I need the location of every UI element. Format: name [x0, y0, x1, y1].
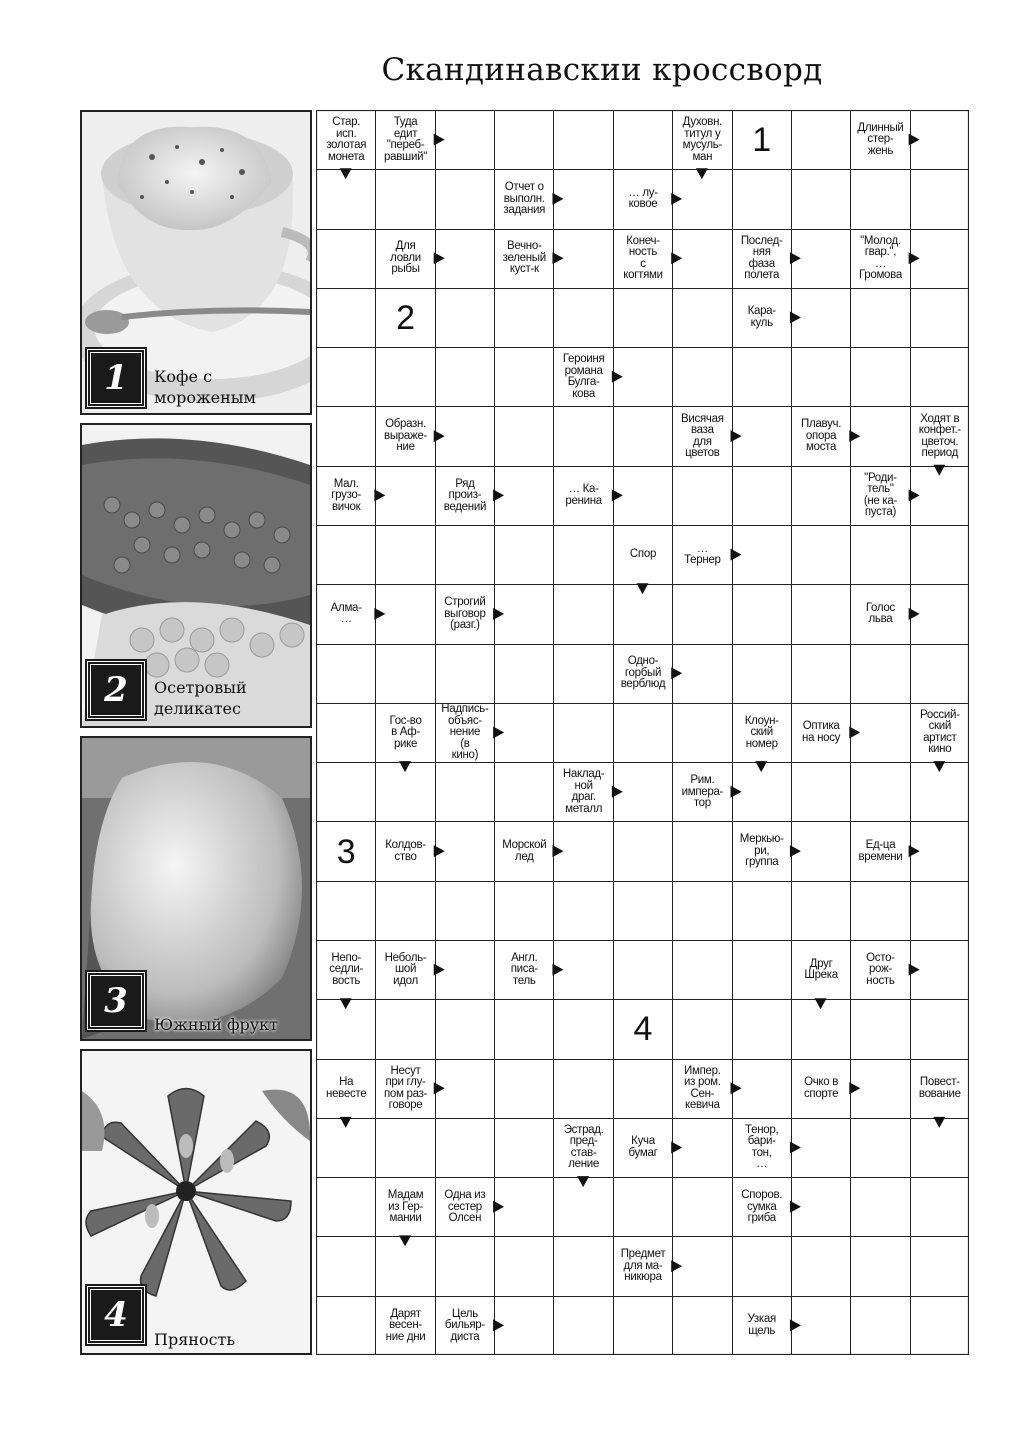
clue-cell: Надпись- объяс- нение (в кино) [441, 703, 489, 762]
answer-cell[interactable] [495, 1000, 553, 1058]
answer-cell[interactable] [614, 467, 672, 525]
answer-cell[interactable] [792, 1237, 850, 1295]
clue-cell: Тенор, бари- тон, … [745, 1123, 779, 1171]
clue-cell: Вечно- зеленый куст-к [502, 240, 546, 276]
answer-cell[interactable] [851, 289, 909, 347]
answer-cell[interactable] [554, 111, 612, 169]
answer-cell[interactable] [436, 941, 494, 999]
clue-cell: Эстрад. пред- став- ление [563, 1123, 604, 1171]
answer-cell[interactable] [851, 1297, 909, 1355]
answer-cell[interactable] [554, 1237, 612, 1295]
answer-cell[interactable] [436, 1119, 494, 1177]
answer-cell[interactable] [911, 1000, 969, 1058]
photo-reference-number: 4 [633, 1010, 653, 1049]
answer-cell[interactable] [554, 289, 612, 347]
clue-cell: Туда едит "переб- равший" [384, 116, 428, 163]
answer-cell[interactable] [495, 645, 553, 703]
answer-cell[interactable] [614, 1060, 672, 1118]
answer-cell[interactable] [673, 1297, 731, 1355]
answer-cell[interactable] [733, 941, 791, 999]
answer-cell[interactable] [733, 407, 791, 465]
answer-cell[interactable] [554, 645, 612, 703]
answer-cell[interactable] [911, 1297, 969, 1355]
clue-cell: Оптика на носу [802, 720, 841, 744]
answer-cell[interactable] [851, 1178, 909, 1236]
answer-cell[interactable] [733, 882, 791, 940]
clue-cell: Морской лед [502, 839, 547, 863]
clue-cell: Неболь- шой идол [384, 951, 427, 987]
answer-cell[interactable] [851, 763, 909, 821]
answer-cell[interactable] [614, 763, 672, 821]
answer-cell[interactable] [733, 1060, 791, 1118]
answer-cell[interactable] [317, 170, 375, 228]
clue-cell: Послед- няя фаза полета [740, 234, 783, 282]
answer-cell[interactable] [376, 170, 434, 228]
photo-number-badge: 3 [87, 972, 145, 1030]
clue-cell: Осто- рож- ность [866, 951, 895, 987]
answer-cell[interactable] [317, 763, 375, 821]
clue-cell: Повест- вование [918, 1076, 961, 1100]
clue-cell: Гос-во в Аф- рике [389, 714, 422, 750]
answer-cell[interactable] [376, 882, 434, 940]
answer-cell[interactable] [554, 1000, 612, 1058]
answer-cell[interactable] [554, 170, 612, 228]
answer-cell[interactable] [614, 348, 672, 406]
answer-cell[interactable] [911, 1119, 969, 1177]
clue-cell: Куча бумаг [628, 1135, 658, 1159]
clue-cell: Друг Шрека [804, 957, 838, 982]
answer-cell[interactable] [554, 526, 612, 584]
answer-cell[interactable] [792, 467, 850, 525]
answer-cell[interactable] [614, 1178, 672, 1236]
answer-cell[interactable] [376, 348, 434, 406]
answer-cell[interactable] [495, 1297, 553, 1355]
answer-cell[interactable] [495, 1178, 553, 1236]
clue-cell: Колдов- ство [385, 839, 426, 863]
answer-cell[interactable] [911, 467, 969, 525]
clue-cell: Для ловли рыбы [390, 240, 421, 276]
answer-cell[interactable] [673, 467, 731, 525]
answer-cell[interactable] [436, 289, 494, 347]
answer-cell[interactable] [317, 230, 375, 288]
answer-cell[interactable] [911, 822, 969, 880]
answer-cell[interactable] [673, 170, 731, 228]
answer-cell[interactable] [792, 1178, 850, 1236]
clue-cell: Одно- горбый верблюд [620, 655, 666, 691]
answer-cell[interactable] [436, 407, 494, 465]
answer-cell[interactable] [792, 111, 850, 169]
answer-cell[interactable] [673, 645, 731, 703]
photo-caption: Южный фрукт [154, 1015, 278, 1034]
answer-cell[interactable] [911, 230, 969, 288]
answer-cell[interactable] [733, 763, 791, 821]
answer-cell[interactable] [554, 1178, 612, 1236]
answer-cell[interactable] [436, 348, 494, 406]
answer-cell[interactable] [911, 1178, 969, 1236]
clue-cell: Мал. грузо- вичок [331, 477, 362, 513]
answer-cell[interactable] [851, 348, 909, 406]
photo-panel-3 [80, 736, 312, 1041]
answer-cell[interactable] [733, 1000, 791, 1058]
clue-cell: Героиня романа Булга- кова [562, 353, 605, 400]
answer-cell[interactable] [376, 1119, 434, 1177]
answer-cell[interactable] [436, 882, 494, 940]
photo-panel-1 [80, 110, 312, 415]
clue-cell: Предмет для ма- никюра [620, 1248, 666, 1284]
answer-cell[interactable] [554, 407, 612, 465]
answer-cell[interactable] [911, 289, 969, 347]
answer-cell[interactable] [673, 1000, 731, 1058]
answer-cell[interactable] [436, 1060, 494, 1118]
clue-cell: Духовн. титул у мусуль- ман [682, 116, 723, 163]
answer-cell[interactable] [436, 1000, 494, 1058]
answer-cell[interactable] [436, 170, 494, 228]
answer-cell[interactable] [317, 348, 375, 406]
answer-cell[interactable] [851, 1060, 909, 1118]
clue-cell: Алма- … [330, 601, 362, 626]
answer-cell[interactable] [554, 1060, 612, 1118]
answer-cell[interactable] [911, 348, 969, 406]
clue-cell: Строгий выговор (разг.) [444, 596, 486, 632]
clue-cell: Россий- ский артист кино [919, 708, 960, 756]
answer-cell[interactable] [554, 230, 612, 288]
answer-cell[interactable] [792, 289, 850, 347]
answer-cell[interactable] [317, 1297, 375, 1355]
clue-cell: Спор [629, 548, 657, 561]
answer-cell[interactable] [851, 1000, 909, 1058]
answer-cell[interactable] [376, 1237, 434, 1295]
clue-cell: Ед-ца времени [858, 839, 903, 863]
answer-cell[interactable] [495, 348, 553, 406]
answer-cell[interactable] [495, 407, 553, 465]
photo-reference-number: 2 [396, 298, 415, 337]
answer-cell[interactable] [911, 941, 969, 999]
clue-cell: Отчет о выполн. задания [503, 181, 546, 217]
answer-cell[interactable] [851, 170, 909, 228]
answer-cell[interactable] [495, 704, 553, 762]
clue-cell: Образн. выраже- ние [384, 418, 428, 454]
answer-cell[interactable] [792, 585, 850, 643]
clue-cell: Стар. исп. золотая монета [326, 116, 367, 163]
answer-cell[interactable] [495, 1119, 553, 1177]
clue-cell: Несут при глу- пом раз- говоре [383, 1064, 428, 1112]
answer-cell[interactable] [317, 1237, 375, 1295]
answer-cell[interactable] [614, 407, 672, 465]
answer-cell[interactable] [792, 763, 850, 821]
clue-cell: Цель бильяр- диста [444, 1307, 485, 1343]
answer-cell[interactable] [376, 585, 434, 643]
answer-cell[interactable] [851, 1237, 909, 1295]
clue-cell: Длинный стер- жень [857, 121, 904, 157]
answer-cell[interactable] [317, 1119, 375, 1177]
answer-cell[interactable] [733, 585, 791, 643]
clue-cell: Ходят в конфет.- цветоч. период [918, 412, 961, 460]
answer-cell[interactable] [495, 1060, 553, 1118]
answer-cell[interactable] [495, 289, 553, 347]
clue-cell: Ряд произ- ведений [443, 477, 487, 513]
clue-cell: Импер. из ром. Сен- кевича [684, 1064, 721, 1112]
answer-cell[interactable] [673, 941, 731, 999]
answer-cell[interactable] [673, 704, 731, 762]
clue-cell: Меркью- ри, группа [739, 833, 784, 869]
clue-cell: Одна из сестер Олсен [444, 1189, 486, 1225]
answer-cell[interactable] [911, 645, 969, 703]
page-title: Скандинавскии кроссворд [381, 52, 823, 88]
answer-cell[interactable] [733, 348, 791, 406]
answer-cell[interactable] [614, 111, 672, 169]
answer-cell[interactable] [851, 645, 909, 703]
answer-cell[interactable] [911, 111, 969, 169]
answer-cell[interactable] [317, 1178, 375, 1236]
answer-cell[interactable] [495, 1237, 553, 1295]
answer-cell[interactable] [792, 526, 850, 584]
answer-cell[interactable] [851, 704, 909, 762]
clue-cell: Споров. сумка гриба [741, 1189, 783, 1225]
answer-cell[interactable] [733, 645, 791, 703]
answer-cell[interactable] [436, 526, 494, 584]
photo-number-badge: 1 [87, 349, 145, 407]
answer-cell[interactable] [911, 882, 969, 940]
answer-cell[interactable] [851, 407, 909, 465]
answer-cell[interactable] [436, 645, 494, 703]
answer-cell[interactable] [614, 1297, 672, 1355]
answer-cell[interactable] [317, 407, 375, 465]
answer-cell[interactable] [376, 645, 434, 703]
clue-cell: Голос льва [865, 601, 895, 626]
photo-reference-number: 3 [336, 832, 356, 871]
answer-cell[interactable] [733, 526, 791, 584]
answer-cell[interactable] [673, 1178, 731, 1236]
answer-cell[interactable] [317, 882, 375, 940]
answer-cell[interactable] [554, 882, 612, 940]
answer-cell[interactable] [733, 1237, 791, 1295]
answer-cell[interactable] [317, 645, 375, 703]
answer-cell[interactable] [554, 941, 612, 999]
answer-cell[interactable] [554, 822, 612, 880]
answer-cell[interactable] [792, 645, 850, 703]
photo-panel-2 [80, 423, 312, 728]
answer-cell[interactable] [317, 704, 375, 762]
answer-cell[interactable] [495, 763, 553, 821]
clue-cell: "Роди- тель" (не ка- пуста) [863, 471, 898, 519]
clue-cell: … Тернер [684, 542, 721, 567]
answer-cell[interactable] [673, 230, 731, 288]
clue-cell: … лу- ковое [628, 186, 658, 211]
answer-cell[interactable] [792, 348, 850, 406]
clue-cell: Наклад- ной драг. металл [562, 768, 605, 815]
clue-cell: Плавуч. опора моста [801, 418, 842, 454]
answer-cell[interactable] [792, 230, 850, 288]
answer-cell[interactable] [317, 526, 375, 584]
answer-cell[interactable] [436, 1237, 494, 1295]
clue-cell: Висячая ваза для цветов [681, 412, 724, 460]
clue-cell: Англ. писа- тель [510, 951, 538, 987]
clue-cell: Узкая щель [747, 1313, 776, 1337]
answer-cell[interactable] [495, 882, 553, 940]
clue-cell: Конеч- ность с когтями [623, 234, 663, 282]
clue-cell: Непо- седли- вость [329, 951, 364, 987]
clue-cell: Клоун- ский номер [744, 714, 779, 750]
answer-cell[interactable] [495, 585, 553, 643]
answer-cell[interactable] [614, 585, 672, 643]
answer-cell[interactable] [673, 822, 731, 880]
answer-cell[interactable] [673, 289, 731, 347]
answer-cell[interactable] [376, 763, 434, 821]
clue-cell: … Ка- ренина [565, 483, 602, 507]
answer-cell[interactable] [317, 289, 375, 347]
answer-cell[interactable] [436, 230, 494, 288]
answer-cell[interactable] [614, 289, 672, 347]
answer-cell[interactable] [911, 170, 969, 228]
answer-cell[interactable] [673, 585, 731, 643]
answer-cell[interactable] [792, 882, 850, 940]
answer-cell[interactable] [614, 941, 672, 999]
answer-cell[interactable] [673, 1119, 731, 1177]
answer-cell[interactable] [911, 585, 969, 643]
answer-cell[interactable] [554, 1297, 612, 1355]
answer-cell[interactable] [554, 704, 612, 762]
answer-cell[interactable] [673, 1237, 731, 1295]
clue-cell: Рим. импера- тор [681, 774, 724, 810]
photo-panel-4 [80, 1049, 312, 1355]
answer-cell[interactable] [376, 1000, 434, 1058]
crossword-grid [316, 110, 969, 1355]
answer-cell[interactable] [673, 348, 731, 406]
clue-cell: На невесте [326, 1076, 367, 1100]
photo-number-badge: 4 [87, 1286, 145, 1344]
answer-cell[interactable] [614, 704, 672, 762]
answer-cell[interactable] [911, 1237, 969, 1295]
clue-cell: Дарят весен- ние дни [385, 1307, 426, 1343]
answer-cell[interactable] [554, 585, 612, 643]
photo-caption: Кофе с мороженым [154, 367, 256, 407]
photo-number-badge: 2 [87, 661, 145, 719]
answer-cell[interactable] [792, 1297, 850, 1355]
answer-cell[interactable] [673, 882, 731, 940]
answer-cell[interactable] [495, 111, 553, 169]
answer-cell[interactable] [436, 111, 494, 169]
answer-cell[interactable] [792, 822, 850, 880]
answer-cell[interactable] [614, 882, 672, 940]
answer-cell[interactable] [851, 1119, 909, 1177]
answer-cell[interactable] [733, 467, 791, 525]
photo-caption: Осетровый деликатес [154, 678, 247, 718]
answer-cell[interactable] [851, 882, 909, 940]
answer-cell[interactable] [792, 170, 850, 228]
answer-cell[interactable] [436, 763, 494, 821]
answer-cell[interactable] [376, 526, 434, 584]
photo-caption: Пряность [154, 1330, 236, 1349]
answer-cell[interactable] [851, 526, 909, 584]
clue-cell: "Молод. гвар.", … Громова [858, 234, 902, 282]
answer-cell[interactable] [614, 822, 672, 880]
answer-cell[interactable] [317, 1000, 375, 1058]
answer-cell[interactable] [733, 170, 791, 228]
answer-cell[interactable] [495, 526, 553, 584]
answer-cell[interactable] [436, 822, 494, 880]
answer-cell[interactable] [911, 526, 969, 584]
photo-reference-number: 1 [752, 121, 772, 160]
answer-cell[interactable] [376, 467, 434, 525]
answer-cell[interactable] [792, 1119, 850, 1177]
answer-cell[interactable] [792, 1000, 850, 1058]
clue-cell: Очко в спорте [803, 1076, 839, 1100]
answer-cell[interactable] [911, 763, 969, 821]
answer-cell[interactable] [495, 467, 553, 525]
clue-cell: Мадам из Гер- мании [387, 1189, 424, 1225]
clue-cell: Кара- куль [747, 305, 776, 329]
